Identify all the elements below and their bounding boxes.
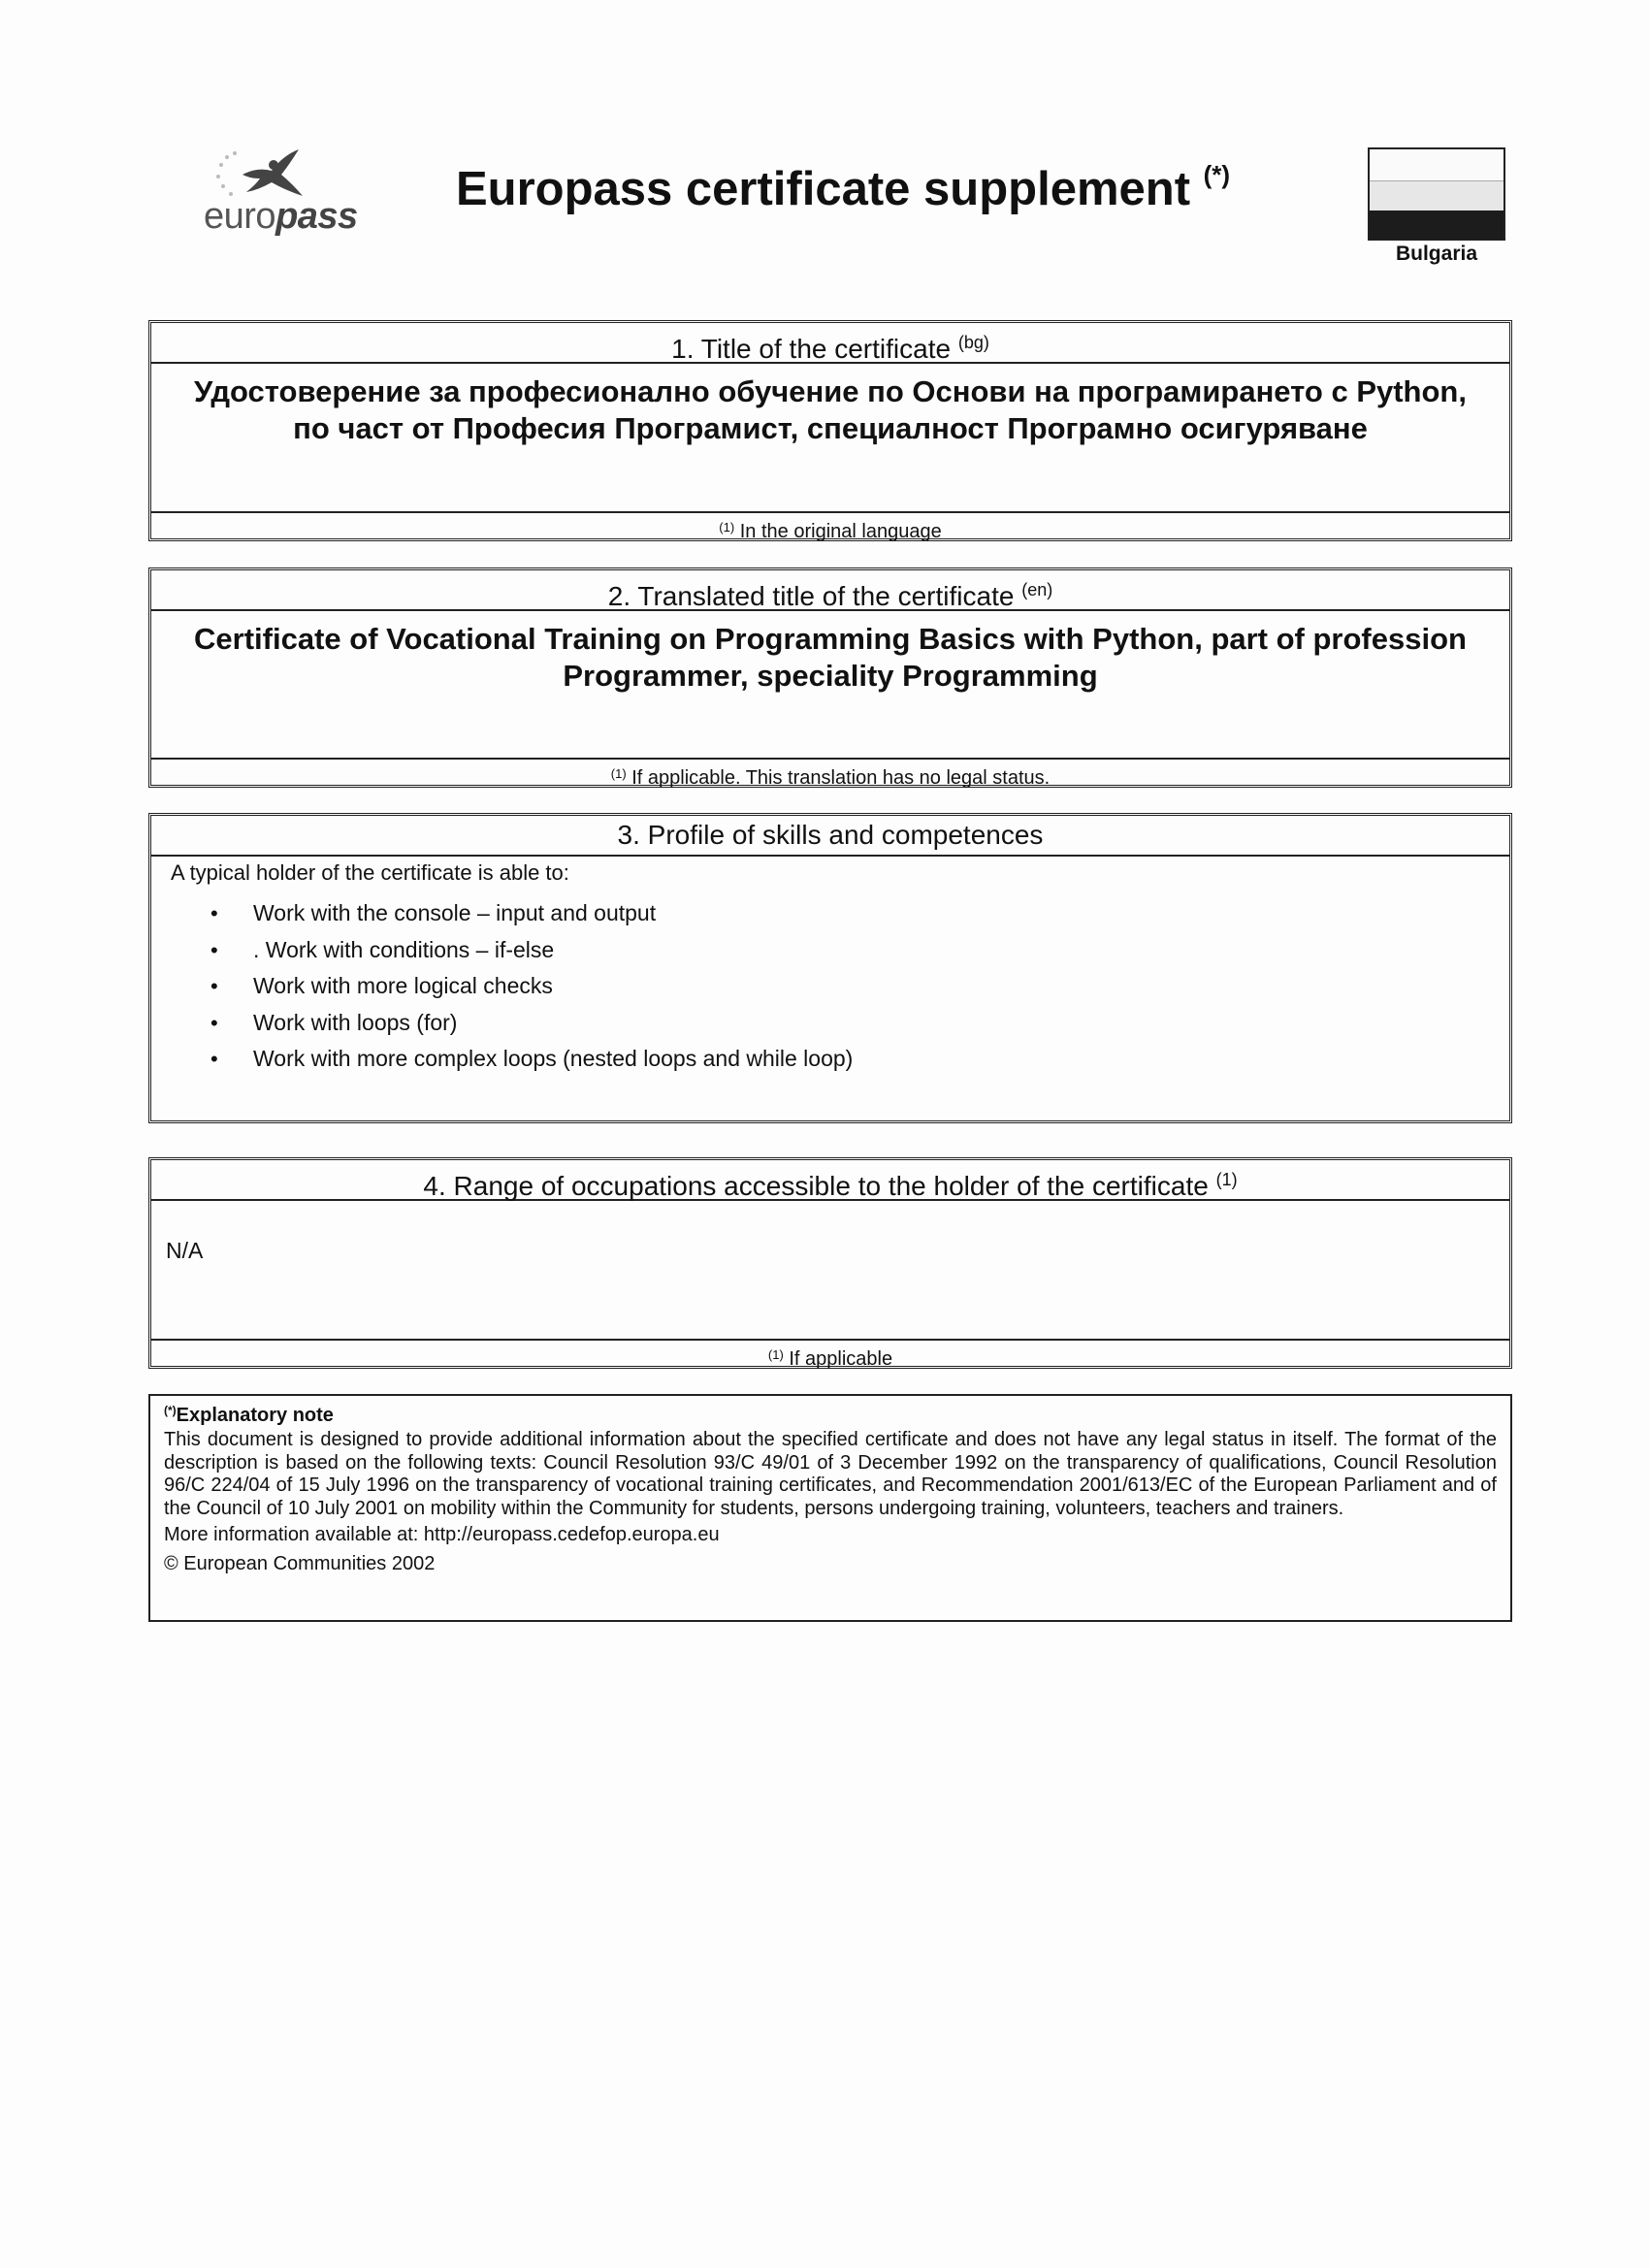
section-footnote: $^{(1)}$ In the original language xyxy=(151,511,1509,538)
section-heading: 1. Title of the certificate $^{(bg)}$ xyxy=(151,323,1509,364)
section-title-original xyxy=(148,320,1512,541)
section-heading: 2. Translated title of the certificate $^{(en)}$ xyxy=(151,570,1509,611)
section-title-translated xyxy=(148,567,1512,788)
skills-list xyxy=(151,895,1509,1078)
section-skills-profile xyxy=(148,813,1512,1123)
section-heading: 3. Profile of skills and competences xyxy=(151,816,1509,857)
europass-wordmark: europass xyxy=(204,196,358,237)
copyright-notice: © European Communities 2002 xyxy=(164,1553,436,1574)
certificate-title-en: Certificate of Vocational Training on Programming Basics with Python, part of profession Programmer, speciality Programming xyxy=(194,622,1467,693)
bulgaria-flag-icon xyxy=(1368,147,1505,241)
skills-intro: A typical holder of the certificate is able to: xyxy=(171,860,569,885)
europass-logo xyxy=(175,146,369,243)
list-item: • Work with the console – input and output xyxy=(253,895,1509,932)
list-item: • Work with loops (for) xyxy=(253,1005,1509,1042)
section-footnote: $^{(1)}$ If applicable. This translation has no legal status. xyxy=(151,758,1509,785)
more-info-link: More information available at: http://europass.cedefop.europa.eu xyxy=(164,1524,720,1545)
europass-figure-icon xyxy=(213,146,320,204)
list-item: • Work with more logical checks xyxy=(253,968,1509,1005)
document-title: Europass certificate supplement (*) xyxy=(456,160,1231,215)
certificate-title-bg: Удостоверение за професионално обучение по Основи на програмирането с Python, по част от Професия Програмист, специалност Програмно осигуряване xyxy=(194,374,1467,445)
country-label: Bulgaria xyxy=(1395,243,1478,265)
section-heading: 4. Range of occupations accessible to the holder of the certificate $^{(1)}$ xyxy=(151,1160,1509,1201)
section-footnote: $^{(1)}$ If applicable xyxy=(151,1339,1509,1366)
occupations-value: N/A xyxy=(166,1238,204,1263)
note-body: This document is designed to provide additional information about the specified certificate and does not have any legal status in itself. The format of the description is based on the following texts: Council Resolution 93/C 49/01 of 3 December 1992 on the transparency of qualifications, Council Resolution 96/C 224/04 of 15 July 1996 on the transparency of vocational training certificates, and Recommendation 2001/613/EC of the European Parliament and of the Council of 10 July 2001 on mobility within the Community for students, persons undergoing training, volunteers, teachers and trainers. xyxy=(164,1429,1497,1519)
list-item: • . Work with conditions – if-else xyxy=(253,932,1509,969)
note-title: (*)Explanatory note xyxy=(164,1404,334,1426)
list-item: • Work with more complex loops (nested loops and while loop) xyxy=(253,1041,1509,1078)
section-occupations xyxy=(148,1157,1512,1369)
explanatory-note xyxy=(148,1394,1512,1622)
